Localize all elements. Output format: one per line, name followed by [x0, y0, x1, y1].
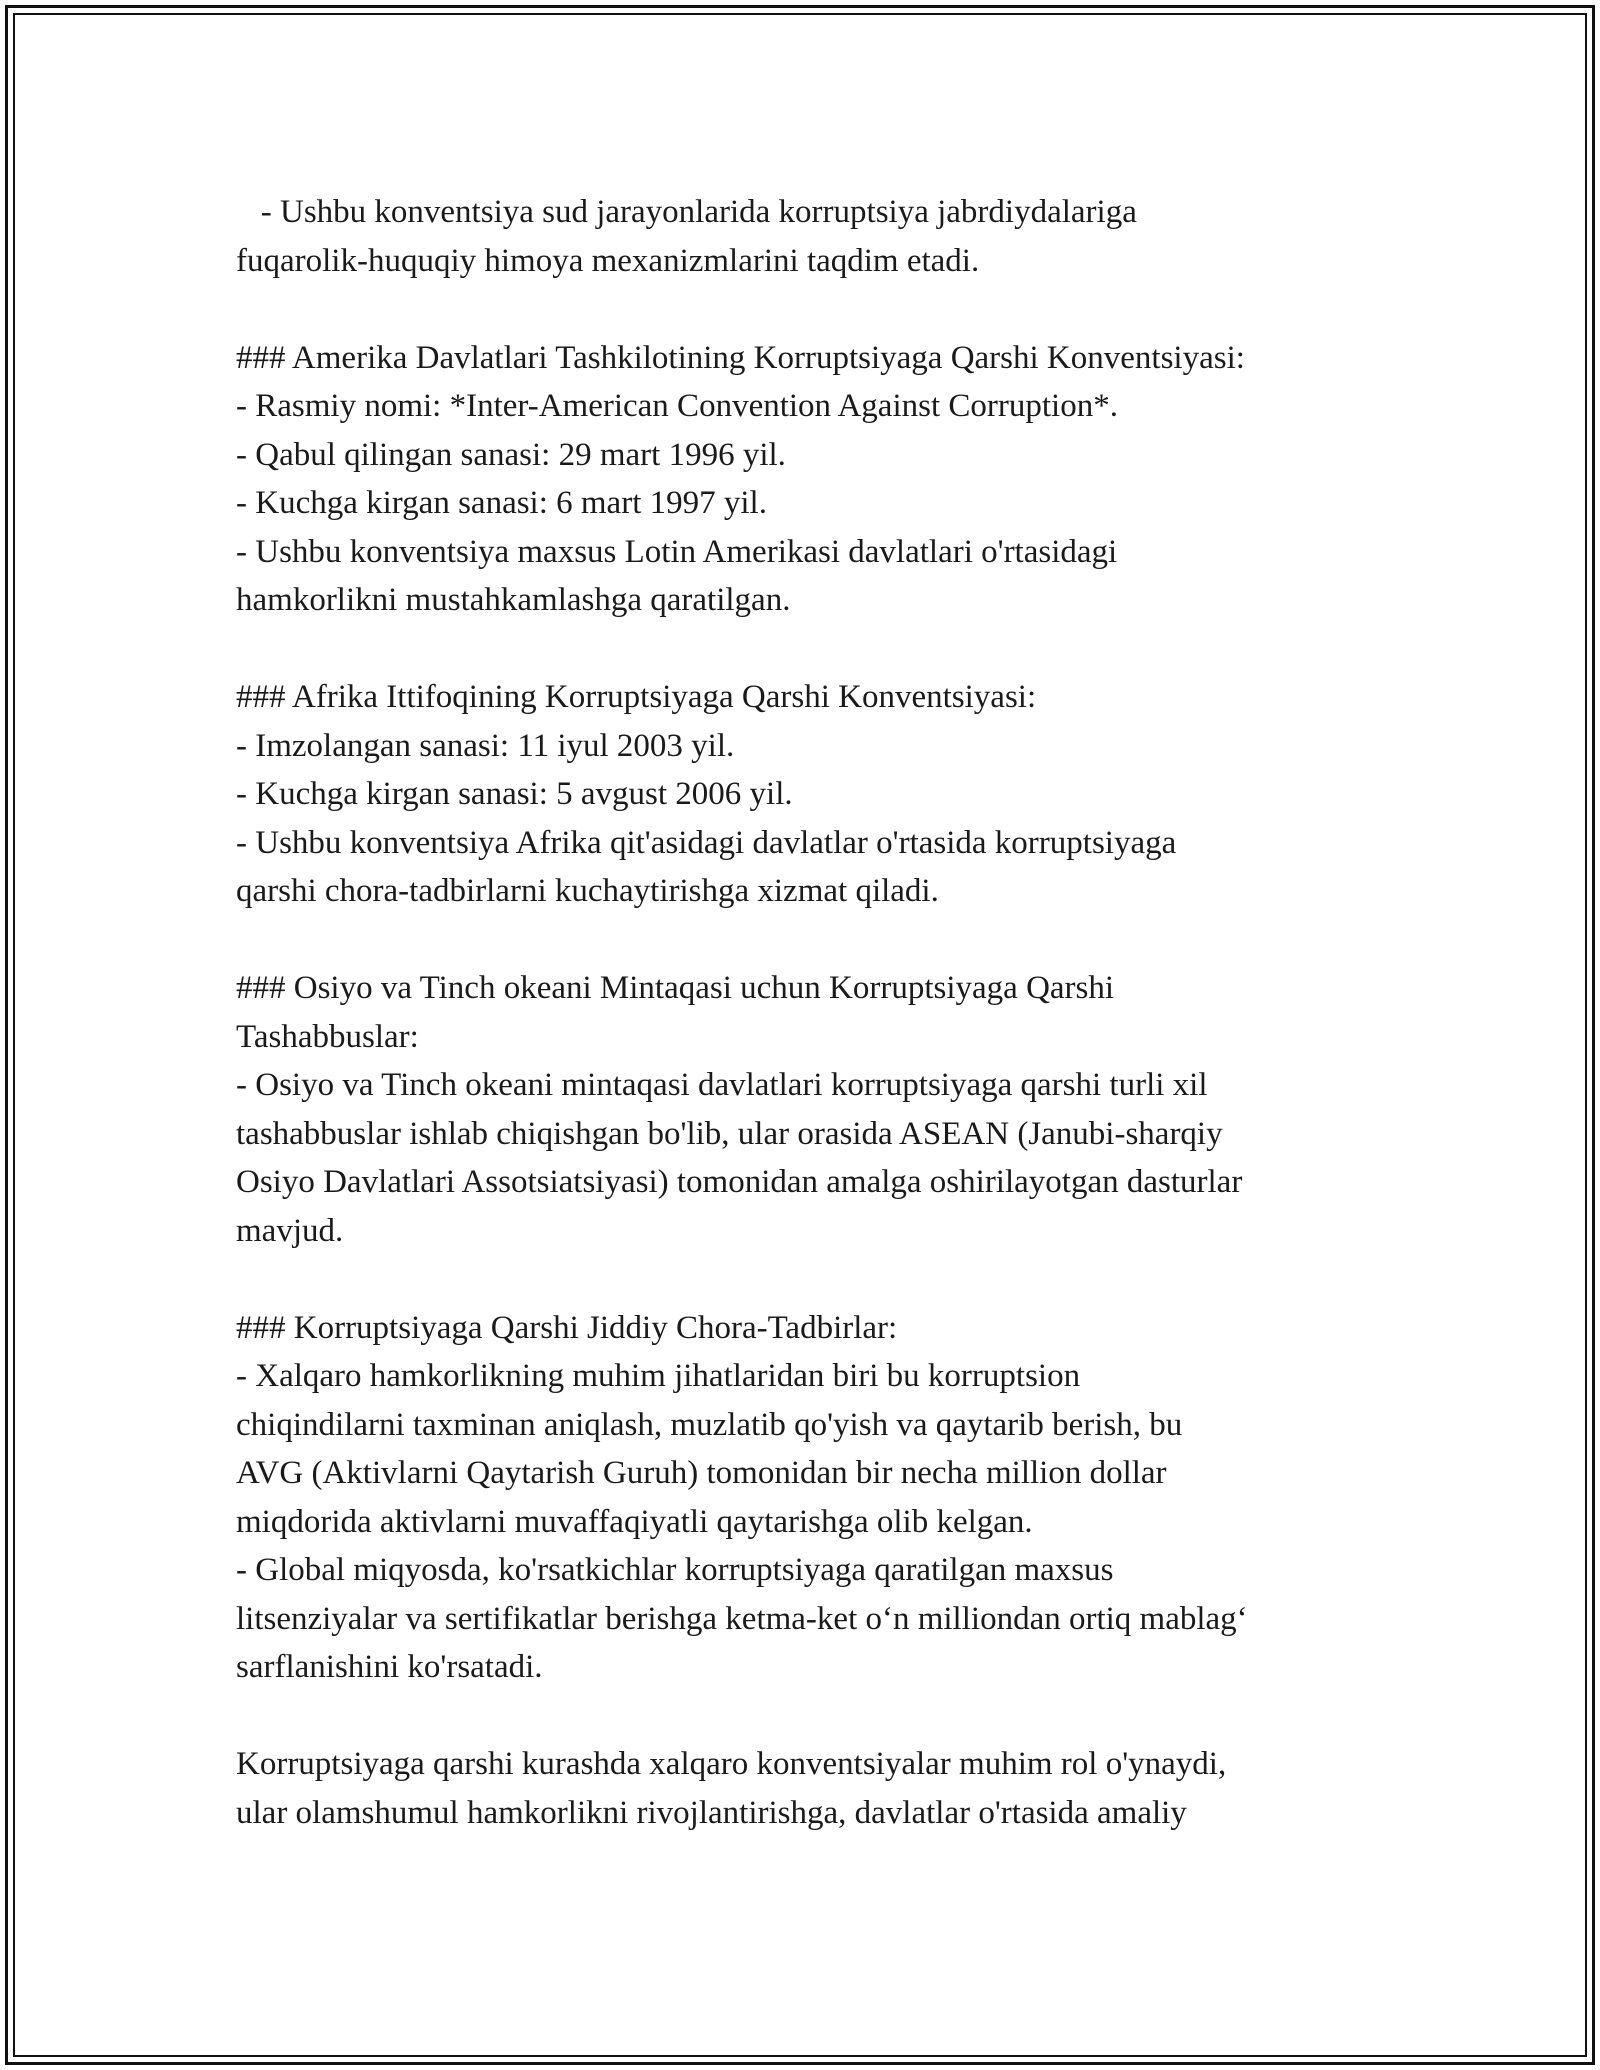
text-line: Osiyo Davlatlari Assotsiatsiyasi) tomonidan amalga oshirilayotgan dasturlar: [236, 1164, 1243, 1200]
text-line: tashabbuslar ishlab chiqishgan bo'lib, ular orasida ASEAN (Janubi-sharqiy: [236, 1115, 1223, 1152]
text-line: hamkorlikni mustahkamlashga qaratilgan.: [236, 582, 791, 618]
text-line: - Kuchga kirgan sanasi: 5 avgust 2006 yil.: [236, 776, 793, 812]
text-line: Korruptsiyaga qarshi kurashda xalqaro konventsiyalar muhim rol o'ynaydi,: [236, 1746, 1227, 1782]
text-line: - Ushbu konventsiya sud jarayonlarida korruptsiya jabrdiydalariga: [236, 194, 1137, 230]
text-line: ular olamshumul hamkorlikni rivojlantirishga, davlatlar o'rtasida amaliy: [236, 1794, 1187, 1831]
text-line: sarflanishini ko'rsatadi.: [236, 1649, 543, 1685]
text-line: - Osiyo va Tinch okeani mintaqasi davlatlari korruptsiyaga qarshi turli xil: [236, 1067, 1208, 1103]
text-line: - Rasmiy nomi: *Inter-American Convention Against Corruption*.: [236, 388, 1118, 424]
blank-line: [236, 1692, 1366, 1741]
text-line: mavjud.: [236, 1212, 344, 1249]
text-line: - Imzolangan sanasi: 11 iyul 2003 yil.: [236, 727, 735, 764]
text-line: chiqindilarni taxminan aniqlash, muzlatib qo'yish va qaytarib berish, bu: [236, 1406, 1183, 1443]
blank-line: [236, 285, 1366, 334]
section-heading: Tashabbuslar:: [236, 1018, 419, 1055]
blank-line: [236, 625, 1366, 674]
text-line: - Ushbu konventsiya Afrika qit'asidagi davlatlar o'rtasida korruptsiyaga: [236, 824, 1177, 861]
text-line: - Xalqaro hamkorlikning muhim jihatlaridan biri bu korruptsion: [236, 1358, 1081, 1394]
text-line: AVG (Aktivlarni Qaytarish Guruh) tomonidan bir necha million dollar: [236, 1455, 1167, 1491]
text-line: - Global miqyosda, ko'rsatkichlar korruptsiyaga qaratilgan maxsus: [236, 1552, 1114, 1588]
section-heading: ### Amerika Davlatlari Tashkilotining Korruptsiyaga Qarshi Konventsiyasi:: [236, 339, 1245, 376]
text-line: - Ushbu konventsiya maxsus Lotin Amerikasi davlatlari o'rtasidagi: [236, 533, 1118, 570]
section-heading: ### Afrika Ittifoqining Korruptsiyaga Qarshi Konventsiyasi:: [236, 679, 1037, 715]
blank-line: [236, 916, 1366, 965]
section-heading: ### Korruptsiyaga Qarshi Jiddiy Chora-Tadbirlar:: [236, 1309, 898, 1346]
text-line: - Kuchga kirgan sanasi: 6 mart 1997 yil.: [236, 485, 767, 521]
text-line: litsenziyalar va sertifikatlar berishga ketma-ket o‘n milliondan ortiq mablag‘: [236, 1600, 1248, 1637]
text-line: - Qabul qilingan sanasi: 29 mart 1996 yil.: [236, 436, 786, 473]
text-line: miqdorida aktivlarni muvaffaqiyatli qaytarishga olib kelgan.: [236, 1503, 1033, 1540]
blank-line: [236, 1255, 1366, 1304]
text-line: qarshi chora-tadbirlarni kuchaytirishga xizmat qiladi.: [236, 873, 939, 909]
text-line: fuqarolik-huquqiy himoya mexanizmlarini taqdim etadi.: [236, 242, 980, 279]
section-heading: ### Osiyo va Tinch okeani Mintaqasi uchun Korruptsiyaga Qarshi: [236, 970, 1115, 1006]
document-body: [236, 188, 1366, 1837]
